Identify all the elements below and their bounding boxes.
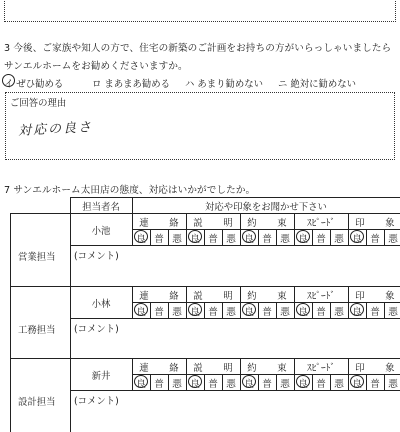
criterion-label: 絡: [169, 363, 179, 374]
grade-option[interactable]: 普: [316, 307, 326, 318]
role-label: 工務担当: [18, 325, 56, 336]
grade-option[interactable]: 悪: [334, 307, 344, 318]
grade-option[interactable]: 良: [244, 234, 254, 245]
role-label: 設計担当: [18, 397, 56, 408]
table-rule: [132, 358, 400, 359]
grade-option[interactable]: 悪: [172, 234, 182, 245]
grade-selected-circle: [350, 303, 364, 316]
table-rule: [10, 286, 11, 358]
grade-option[interactable]: 悪: [226, 379, 236, 390]
criterion-label: 絡: [169, 291, 179, 302]
grade-option[interactable]: 良: [136, 234, 146, 245]
criterion-label: 明: [223, 363, 233, 374]
staff-name: 小林: [91, 299, 111, 310]
grade-option[interactable]: 良: [298, 379, 308, 390]
grade-option[interactable]: 普: [208, 379, 218, 390]
grade-option[interactable]: 普: [262, 379, 272, 390]
grade-option[interactable]: 良: [190, 234, 200, 245]
q3-option-1[interactable]: イ ぜひ勧める: [4, 79, 64, 90]
q3-reason-label: ご回答の理由: [10, 98, 67, 109]
grade-option[interactable]: 悪: [280, 379, 290, 390]
grade-option[interactable]: 良: [244, 379, 254, 390]
q3-option-4[interactable]: ニ 絶対に勧めない: [278, 79, 356, 90]
comment-label: (コメント): [74, 396, 119, 407]
q3-question-line-1: 3 今後、ご家族や知人の方で、住宅の新築のご計画をお持ちの方がいらっしゃいましたら: [4, 43, 392, 54]
criterion-label: 象: [385, 291, 395, 302]
q3-option-3[interactable]: ハ あまり勧めない: [185, 79, 263, 90]
staff-name: 小池: [91, 226, 111, 237]
grade-selected-circle: [350, 230, 364, 243]
table-rule: [70, 318, 400, 319]
table-rule: [10, 358, 11, 432]
grade-option[interactable]: 悪: [334, 234, 344, 245]
grade-selected-circle: [350, 375, 364, 388]
criterion-label: 約: [247, 291, 257, 302]
criterion-label: 連: [139, 363, 149, 374]
grade-option[interactable]: 良: [298, 307, 308, 318]
grade-option[interactable]: 悪: [226, 307, 236, 318]
table-rule: [70, 390, 400, 391]
staff-name: 新井: [91, 371, 111, 382]
grade-selected-circle: [134, 303, 148, 316]
grade-option[interactable]: 悪: [172, 307, 182, 318]
grade-option[interactable]: 良: [352, 307, 362, 318]
criterion-label: 印: [355, 218, 365, 229]
grade-option[interactable]: 普: [316, 234, 326, 245]
q3-option-2[interactable]: ロ まあまあ勧める: [92, 79, 170, 90]
grade-option[interactable]: 良: [352, 379, 362, 390]
grade-selected-circle: [242, 230, 256, 243]
previous-answer-box: [4, 0, 396, 22]
criterion-label: 連: [139, 291, 149, 302]
grade-option[interactable]: 良: [244, 307, 254, 318]
grade-option[interactable]: 悪: [280, 307, 290, 318]
criterion-label: ｽﾋﾟｰﾄﾞ: [306, 291, 336, 302]
grade-option[interactable]: 悪: [280, 234, 290, 245]
grade-option[interactable]: 悪: [388, 379, 398, 390]
grade-option[interactable]: 良: [190, 379, 200, 390]
comment-label: (コメント): [74, 251, 119, 262]
grade-selected-circle: [188, 375, 202, 388]
selected-answer-circle: [2, 74, 15, 87]
criterion-label: 明: [223, 291, 233, 302]
comment-field[interactable]: [130, 320, 396, 348]
criterion-label: 説: [193, 363, 203, 374]
header-person-name: 担当者名: [82, 202, 120, 213]
q3-question-line-2: サンエルホームをお勧めくださいますか。: [4, 61, 188, 72]
grade-option[interactable]: 普: [154, 234, 164, 245]
grade-selected-circle: [242, 303, 256, 316]
grade-option[interactable]: 悪: [226, 234, 236, 245]
grade-option[interactable]: 普: [208, 307, 218, 318]
table-rule: [70, 197, 400, 198]
criterion-label: 約: [247, 218, 257, 229]
grade-option[interactable]: 悪: [388, 307, 398, 318]
grade-option[interactable]: 良: [298, 234, 308, 245]
grade-option[interactable]: 普: [370, 234, 380, 245]
grade-selected-circle: [134, 230, 148, 243]
criterion-label: 明: [223, 218, 233, 229]
criterion-label: 象: [385, 363, 395, 374]
comment-field[interactable]: [130, 247, 396, 275]
grade-selected-circle: [188, 303, 202, 316]
grade-option[interactable]: 普: [316, 379, 326, 390]
criterion-label: ｽﾋﾟｰﾄﾞ: [306, 363, 336, 374]
grade-option[interactable]: 良: [352, 234, 362, 245]
criterion-label: 象: [385, 218, 395, 229]
grade-selected-circle: [296, 230, 310, 243]
grade-selected-circle: [296, 303, 310, 316]
comment-field[interactable]: [130, 392, 396, 420]
criterion-label: 束: [277, 363, 287, 374]
criterion-label: 印: [355, 291, 365, 302]
table-rule: [132, 286, 400, 287]
criterion-label: 説: [193, 218, 203, 229]
grade-selected-circle: [134, 375, 148, 388]
role-label: 営業担当: [18, 252, 56, 263]
criterion-label: 絡: [169, 218, 179, 229]
grade-option[interactable]: 悪: [334, 379, 344, 390]
grade-option[interactable]: 良: [136, 379, 146, 390]
table-rule: [10, 213, 11, 286]
grade-option[interactable]: 普: [154, 379, 164, 390]
table-rule: [70, 245, 400, 246]
criterion-label: 連: [139, 218, 149, 229]
comment-label: (コメント): [74, 324, 119, 335]
criterion-label: 約: [247, 363, 257, 374]
criterion-label: 印: [355, 363, 365, 374]
table-rule: [132, 213, 400, 214]
grade-option[interactable]: 普: [262, 234, 272, 245]
grade-option[interactable]: 良: [190, 307, 200, 318]
q3-reason-handwritten: 対応の良さ: [17, 120, 94, 139]
grade-selected-circle: [188, 230, 202, 243]
grade-option[interactable]: 悪: [388, 234, 398, 245]
grade-option[interactable]: 良: [136, 307, 146, 318]
criterion-label: ｽﾋﾟｰﾄﾞ: [306, 218, 336, 229]
criterion-label: 束: [277, 218, 287, 229]
grade-selected-circle: [296, 375, 310, 388]
grade-option[interactable]: 普: [370, 307, 380, 318]
grade-option[interactable]: 普: [154, 307, 164, 318]
grade-selected-circle: [242, 375, 256, 388]
grade-option[interactable]: 普: [262, 307, 272, 318]
grade-option[interactable]: 悪: [172, 379, 182, 390]
header-rating: 対応や印象をお聞かせ下さい: [205, 202, 327, 213]
q7-question: 7 サンエルホーム太田店の態度、対応はいかがでしたか。: [4, 185, 256, 196]
grade-option[interactable]: 普: [370, 379, 380, 390]
criterion-label: 説: [193, 291, 203, 302]
criterion-label: 束: [277, 291, 287, 302]
grade-option[interactable]: 普: [208, 234, 218, 245]
